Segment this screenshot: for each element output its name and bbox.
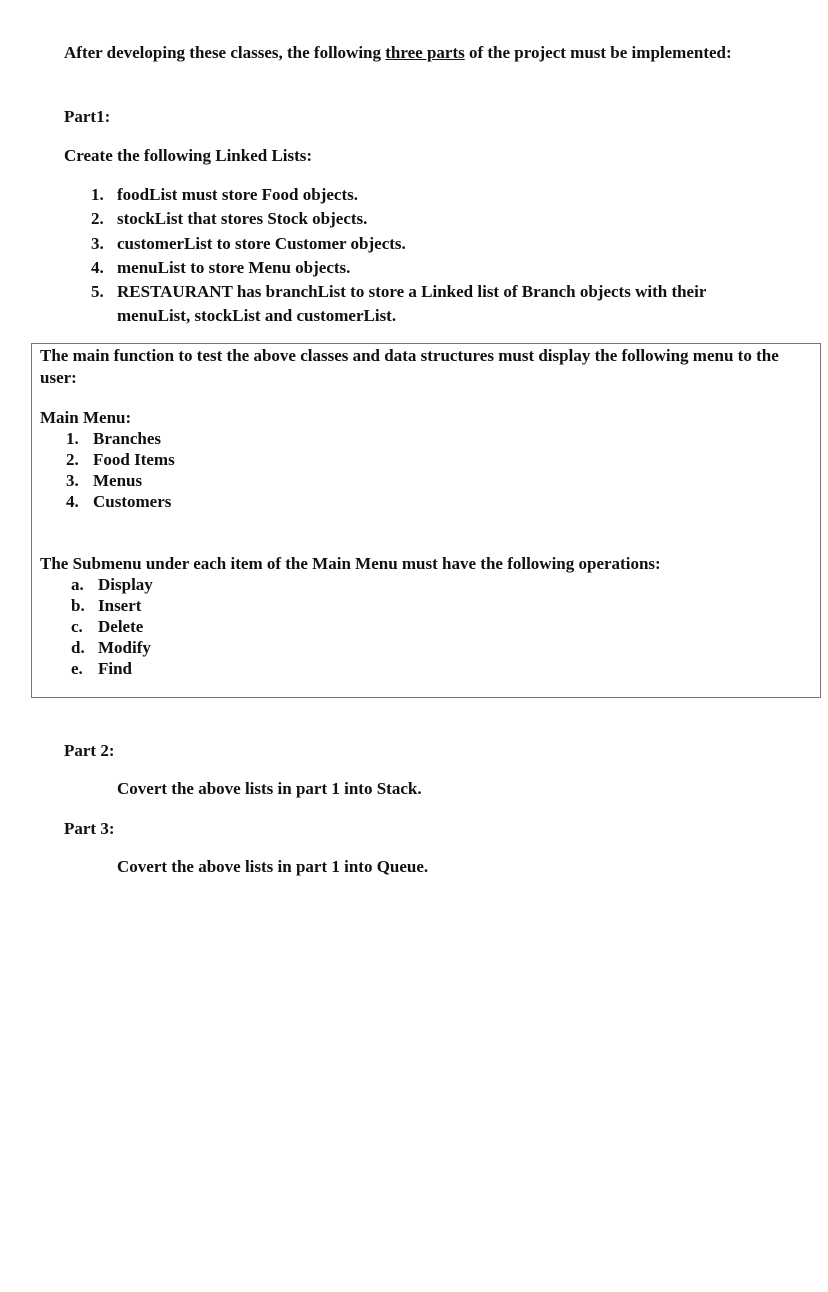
list-item: [91, 232, 781, 256]
list-item-text: Insert: [98, 596, 142, 615]
list-item-number: 4.: [66, 492, 79, 511]
list-item: [66, 449, 175, 470]
list-item-letter: d.: [71, 638, 85, 657]
list-item: [91, 280, 781, 329]
list-item: [66, 470, 175, 491]
main-menu-title: Main Menu:: [40, 408, 132, 427]
list-item-text: Food Items: [93, 450, 175, 469]
linked-lists-list: [91, 183, 781, 329]
list-item-text: menuList to store Menu objects.: [117, 257, 351, 277]
list-item: [91, 256, 781, 280]
part2-text: Covert the above lists in part 1 into Stack.: [117, 779, 422, 798]
list-item-letter: e.: [71, 659, 83, 678]
part2-heading: Part 2:: [64, 741, 115, 760]
list-item: [71, 574, 153, 595]
submenu-intro-text: The Submenu under each item of the Main Menu must have the following operations:: [40, 554, 661, 573]
list-item-number: 5.: [91, 282, 104, 302]
list-item-text: foodList must store Food objects.: [117, 185, 358, 204]
list-item-text: stockList that stores Stock objects.: [117, 209, 368, 229]
box-intro-text: The main function to test the above classes and data structures must display the following menu to the user:: [40, 346, 779, 387]
list-item: [71, 616, 153, 637]
list-item-number: 3.: [91, 233, 104, 253]
list-item-letter: a.: [71, 575, 84, 594]
list-item-text: Find: [98, 659, 133, 678]
intro-paragraph: [64, 40, 764, 65]
list-item-number: 1.: [66, 429, 79, 448]
intro-text-after: of the project must be implemented:: [464, 43, 732, 62]
list-item-text: Delete: [98, 617, 144, 636]
list-item-text: customerList to store Customer objects.: [117, 233, 406, 253]
list-item-text: Modify: [98, 638, 151, 657]
list-item-text: Display: [98, 575, 153, 594]
list-item: [66, 428, 175, 449]
list-item-number: 2.: [91, 209, 104, 229]
part3-text: Covert the above lists in part 1 into Queue.: [117, 857, 429, 876]
list-item: [91, 183, 781, 207]
list-item-letter: b.: [71, 596, 85, 615]
intro-underlined-text: three parts: [385, 43, 465, 62]
part3-heading: Part 3:: [64, 819, 115, 838]
list-item-letter: c.: [71, 617, 83, 636]
main-menu-list: [66, 428, 175, 512]
part1-create-text: Create the following Linked Lists:: [64, 146, 313, 165]
list-item-text: Branches: [93, 429, 161, 448]
list-item: [71, 637, 153, 658]
list-item-number: 2.: [66, 450, 79, 469]
list-item-text: RESTAURANT has branchList to store a Linked list of Branch objects with their menuList, stockList and customerList.: [117, 282, 707, 326]
list-item: [71, 658, 153, 679]
list-item-text: Menus: [93, 471, 143, 490]
list-item-number: 3.: [66, 471, 79, 490]
list-item-number: 4.: [91, 257, 104, 277]
list-item-number: 1.: [91, 185, 104, 204]
list-item: [66, 491, 175, 512]
list-item: [91, 207, 781, 231]
list-item: [71, 595, 153, 616]
submenu-list: [71, 574, 153, 679]
list-item-text: Customers: [93, 492, 172, 511]
intro-text-before: After developing these classes, the following: [64, 43, 386, 62]
part1-heading: Part1:: [64, 107, 111, 126]
